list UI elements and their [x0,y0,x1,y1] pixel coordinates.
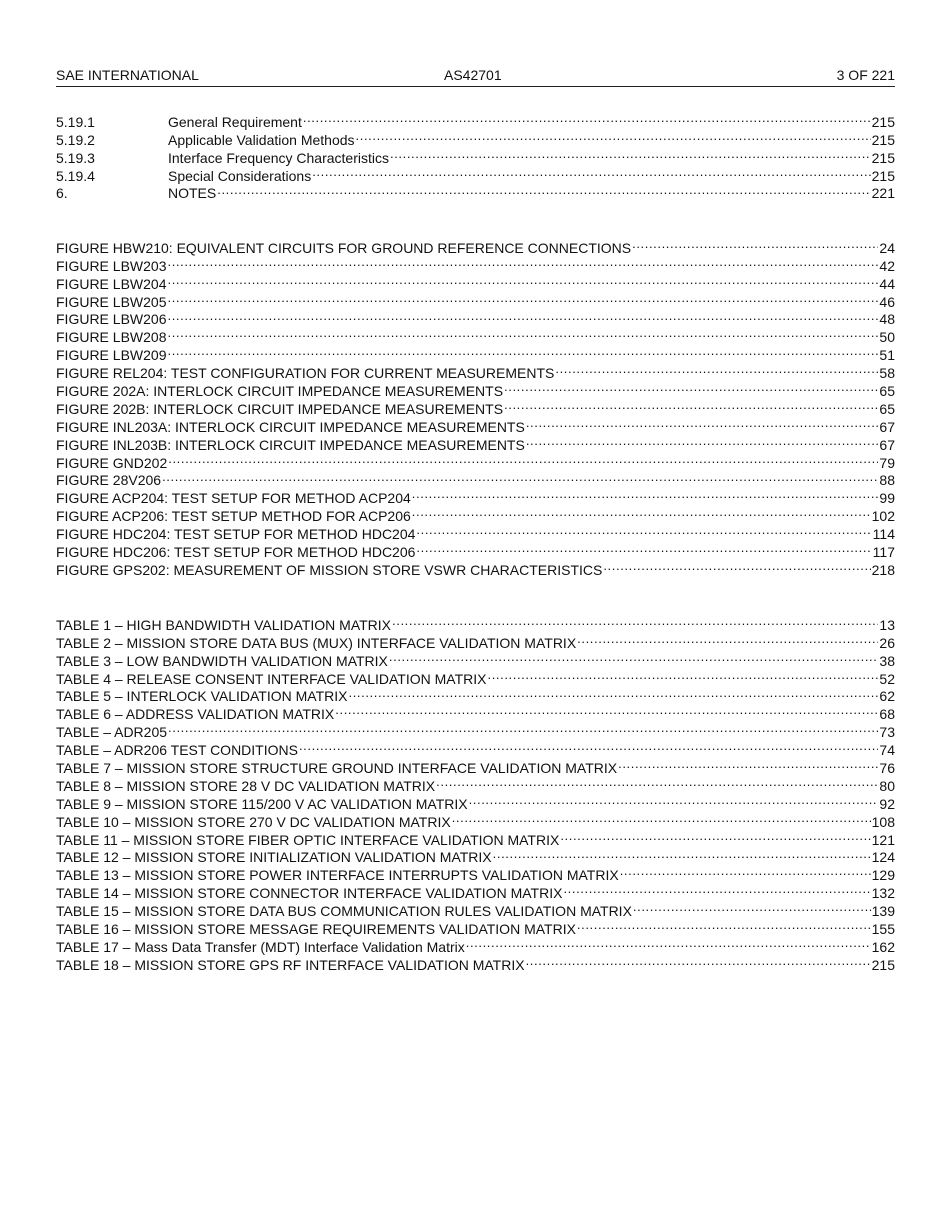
page-number: 67 [879,418,895,435]
dot-leader [487,666,878,684]
dot-leader [392,612,878,630]
page-number: 129 [871,867,895,884]
figure-title: FIGURE HDC206: TEST SETUP FOR METHOD HDC206 [56,544,416,561]
page-number: 42 [879,257,895,274]
toc-table-entry[interactable] [56,737,895,759]
toc-sections-list [56,109,895,202]
page-number: 108 [871,813,895,830]
dot-leader [167,289,878,307]
dot-leader [563,880,870,898]
page-number: 99 [879,490,895,507]
section-title: Interface Frequency Characteristics [168,149,389,166]
page-number: 215 [871,113,895,130]
table-title: TABLE – ADR205 [56,724,168,741]
page-number: 65 [879,383,895,400]
dot-leader [504,378,878,396]
dot-leader [526,414,879,432]
dot-leader [620,862,871,880]
page-number: 44 [879,275,895,292]
figure-title: FIGURE LBW209 [56,347,167,364]
dot-leader [168,719,878,737]
figure-title: FIGURE REL204: TEST CONFIGURATION FOR CURRENT MEASUREMENTS [56,365,555,382]
page-number: 92 [879,795,895,812]
page-number: 73 [879,724,895,741]
table-title: TABLE 13 – MISSION STORE POWER INTERFACE INTERRUPTS VALIDATION MATRIX [56,867,619,884]
section-number: 5.19.2 [56,131,95,148]
section-title: Applicable Validation Methods [168,131,355,148]
page-number: 215 [871,956,895,973]
page-number: 38 [879,652,895,669]
toc-figure-entry[interactable] [56,450,895,471]
dot-leader [167,271,878,289]
toc-figure-entry[interactable] [56,485,895,507]
page-number: 65 [879,400,895,417]
header-page-number: 3 OF 221 [836,67,895,83]
dot-leader [167,342,878,360]
dot-leader [312,163,870,181]
page-number: 124 [871,849,895,866]
dot-leader [167,253,878,271]
dot-leader [389,648,879,666]
table-title: TABLE 17 – Mass Data Transfer (MDT) Interface Validation Matrix [56,938,465,955]
figure-title: FIGURE INL203B: INTERLOCK CIRCUIT IMPEDANCE MEASUREMENTS [56,436,525,453]
page-number: 68 [879,706,895,723]
page-number: 132 [871,885,895,902]
page-number: 67 [879,436,895,453]
figure-title: FIGURE 202A: INTERLOCK CIRCUIT IMPEDANCE MEASUREMENTS [56,383,504,400]
page-number: 79 [879,454,895,471]
page-number: 215 [871,149,895,166]
toc-figure-entry[interactable] [56,307,895,328]
table-title: TABLE – ADR206 TEST CONDITIONS [56,742,298,759]
dot-leader [390,145,871,163]
figure-title: FIGURE ACP206: TEST SETUP METHOD FOR ACP206 [56,508,411,525]
section-title: Special Considerations [168,167,312,184]
page-number: 24 [879,239,895,256]
toc-figure-entry[interactable] [56,360,895,382]
toc-figure-entry[interactable] [56,342,895,364]
dot-leader [633,898,871,916]
table-title: TABLE 12 – MISSION STORE INITIALIZATION VALIDATION MATRIX [56,849,492,866]
figure-title: FIGURE LBW204 [56,275,167,292]
figure-title: FIGURE HBW210: EQUIVALENT CIRCUITS FOR GROUND REFERENCE CONNECTIONS [56,239,632,256]
dot-leader [168,450,878,468]
figure-title: FIGURE LBW206 [56,311,167,328]
section-number: 5.19.3 [56,149,95,166]
dot-leader [436,773,878,791]
list-of-figures [56,235,895,578]
page-number: 48 [879,311,895,328]
dot-leader [504,396,878,414]
table-title: TABLE 3 – LOW BANDWIDTH VALIDATION MATRIX [56,652,388,669]
page-number: 51 [879,347,895,364]
section-title: General Requirement [168,113,302,130]
figure-title: FIGURE INL203A: INTERLOCK CIRCUIT IMPEDANCE MEASUREMENTS [56,418,525,435]
toc-table-entry[interactable] [56,719,895,741]
dot-leader [526,432,879,450]
section-number: 5.19.1 [56,113,95,130]
dot-leader [356,127,871,145]
dot-leader [618,755,878,773]
dot-leader [416,539,871,557]
dot-leader [167,324,878,342]
figure-title: FIGURE LBW205 [56,293,167,310]
page-number: 13 [879,616,895,633]
header-org: SAE INTERNATIONAL [56,67,199,83]
table-title: TABLE 6 – ADDRESS VALIDATION MATRIX [56,706,335,723]
table-title: TABLE 5 – INTERLOCK VALIDATION MATRIX [56,688,348,705]
section-number: 5.19.4 [56,167,95,184]
figure-title: FIGURE LBW203 [56,257,167,274]
toc-section-entry[interactable] [56,109,895,130]
toc-figure-entry[interactable] [56,468,895,489]
dot-leader [217,181,870,199]
dot-leader [348,684,878,702]
dot-leader [603,557,870,575]
dot-leader [167,307,878,325]
table-title: TABLE 2 – MISSION STORE DATA BUS (MUX) INTERFACE VALIDATION MATRIX [56,634,577,651]
table-title: TABLE 7 – MISSION STORE STRUCTURE GROUND INTERFACE VALIDATION MATRIX [56,760,618,777]
dot-leader [303,109,871,127]
dot-leader [412,503,871,521]
page-number: 76 [879,760,895,777]
page-number: 155 [871,921,895,938]
dot-leader [555,360,878,378]
page-number: 88 [879,472,895,489]
table-title: TABLE 18 – MISSION STORE GPS RF INTERFACE VALIDATION MATRIX [56,956,525,973]
page-header [56,66,895,87]
page-number: 58 [879,365,895,382]
dot-leader [577,916,871,934]
dot-leader [335,701,878,719]
table-title: TABLE 8 – MISSION STORE 28 V DC VALIDATION MATRIX [56,777,436,794]
toc-table-entry[interactable] [56,612,895,633]
table-title: TABLE 10 – MISSION STORE 270 V DC VALIDATION MATRIX [56,813,451,830]
table-title: TABLE 1 – HIGH BANDWIDTH VALIDATION MATRIX [56,616,392,633]
page-number: 117 [872,544,895,561]
header-doc-id: AS42701 [444,67,502,83]
toc-figure-entry[interactable] [56,235,895,256]
figure-title: FIGURE GPS202: MEASUREMENT OF MISSION STORE VSWR CHARACTERISTICS [56,561,603,578]
section-number: 6. [56,185,68,202]
dot-leader [469,791,879,809]
dot-leader [493,845,871,863]
page-number: 52 [879,670,895,687]
dot-leader [452,809,871,827]
page-number: 50 [879,329,895,346]
page-number: 215 [871,131,895,148]
dot-leader [412,485,879,503]
toc-figure-entry[interactable] [56,253,895,274]
dot-leader [526,952,871,970]
dot-leader [162,468,878,486]
dot-leader [632,235,878,253]
figure-title: FIGURE ACP204: TEST SETUP FOR METHOD ACP204 [56,490,411,507]
figure-title: FIGURE 202B: INTERLOCK CIRCUIT IMPEDANCE MEASUREMENTS [56,400,504,417]
dot-leader [466,934,871,952]
page-number: 80 [879,777,895,794]
dot-leader [299,737,878,755]
figure-title: FIGURE GND202 [56,454,168,471]
section-title: NOTES [168,185,217,202]
list-of-tables [56,612,895,973]
page-number: 114 [872,526,895,543]
table-title: TABLE 9 – MISSION STORE 115/200 V AC VALIDATION MATRIX [56,795,468,812]
table-title: TABLE 4 – RELEASE CONSENT INTERFACE VALIDATION MATRIX [56,670,487,687]
page-number: 162 [871,938,895,955]
figure-title: FIGURE 28V206 [56,472,162,489]
page-number: 218 [871,561,895,578]
page-number: 62 [879,688,895,705]
page-number: 26 [879,634,895,651]
table-title: TABLE 14 – MISSION STORE CONNECTOR INTERFACE VALIDATION MATRIX [56,885,563,902]
table-title: TABLE 15 – MISSION STORE DATA BUS COMMUNICATION RULES VALIDATION MATRIX [56,903,632,920]
page-number: 121 [871,831,895,848]
toc-figure-entry[interactable] [56,324,895,346]
figure-title: FIGURE HDC204: TEST SETUP FOR METHOD HDC204 [56,526,416,543]
page-number: 139 [871,903,895,920]
figure-title: FIGURE LBW208 [56,329,167,346]
toc-figure-entry[interactable] [56,289,895,310]
page-number: 74 [879,742,895,759]
table-title: TABLE 11 – MISSION STORE FIBER OPTIC INTERFACE VALIDATION MATRIX [56,831,560,848]
dot-leader [577,630,878,648]
table-title: TABLE 16 – MISSION STORE MESSAGE REQUIREMENTS VALIDATION MATRIX [56,921,576,938]
toc-figure-entry[interactable] [56,271,895,292]
page-number: 46 [879,293,895,310]
dot-leader [560,827,870,845]
page-number: 102 [871,508,895,525]
page-number: 215 [871,167,895,184]
dot-leader [416,521,871,539]
page-number: 221 [871,185,895,202]
